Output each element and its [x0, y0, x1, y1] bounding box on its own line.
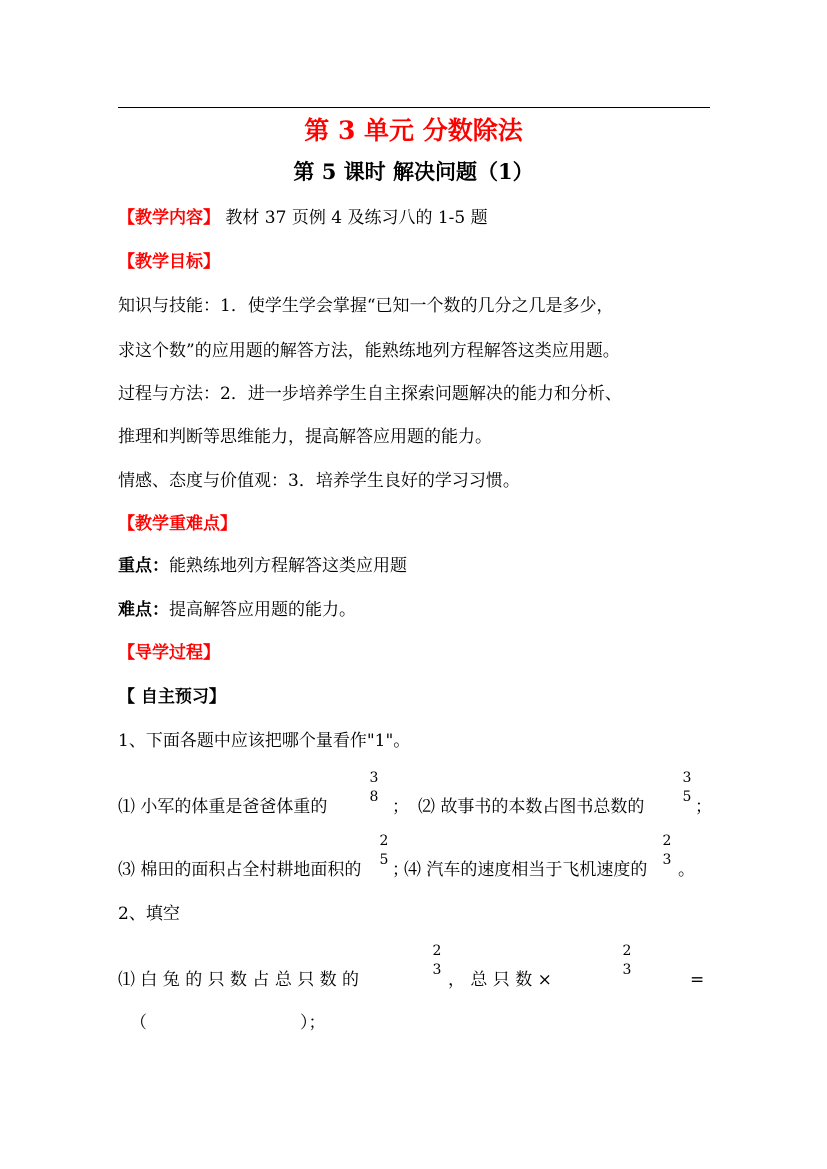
- question-1: 1、下面各题中应该把哪个量看作"1"。: [118, 731, 411, 751]
- fraction-2-3-b: 2 3: [432, 943, 442, 978]
- fraction-2-5: 2 5: [379, 833, 389, 868]
- q1c-text: ⑶ 棉田的面积占全村耕地面积的: [118, 860, 362, 880]
- fraction-3-8: 3 8: [369, 770, 379, 805]
- q2a-equals: =: [690, 970, 705, 990]
- goals-line-2: 求这个数”的应用题的解答方法，能熟练地列方程解答这类应用题。: [118, 341, 620, 361]
- key-point-label: 重点：: [118, 556, 169, 576]
- content-label: 【教学内容】: [118, 208, 220, 228]
- q1c-sep: ；: [392, 860, 409, 880]
- lesson-subtitle: 第 5 课时 解决问题（1）: [293, 159, 534, 184]
- process-label: 【导学过程】: [118, 643, 220, 663]
- fraction-2-3: 2 3: [662, 833, 672, 868]
- key-point-line: [118, 555, 407, 577]
- fraction-3-5: 3 5: [682, 770, 692, 805]
- q1b-text: ⑵ 故事书的本数占图书总数的: [418, 797, 645, 817]
- difficulty-line: [118, 599, 356, 621]
- question-2: 2、填空: [118, 904, 180, 924]
- goals-line-1: 知识与技能：1．使学生学会掌握“已知一个数的几分之几是多少，: [118, 296, 614, 316]
- goals-line-5: 情感、态度与价值观：3．培养学生良好的学习习惯。: [118, 471, 520, 491]
- key-point-text: 能熟练地列方程解答这类应用题: [169, 556, 407, 576]
- fraction-2-3-c: 2 3: [622, 943, 632, 978]
- q2a-text: ⑴ 白 兔 的 只 数 占 总 只 数 的: [118, 970, 360, 990]
- section-self-study: 【 自主预习】: [118, 687, 226, 707]
- difficulty-text: 提高解答应用题的能力。: [169, 600, 356, 620]
- q1a-sep: ；: [392, 797, 409, 817]
- q1d-end: 。: [678, 860, 695, 880]
- difficulty-label: 难点：: [118, 600, 169, 620]
- goals-label: 【教学目标】: [118, 252, 220, 272]
- blank-open: （: [130, 1013, 147, 1033]
- header-rule: [118, 107, 710, 108]
- key-points-label: 【教学重难点】: [118, 514, 237, 534]
- q2a-mid: ， 总 只 数 ×: [448, 970, 552, 990]
- blank-close: ）；: [300, 1013, 326, 1033]
- goals-line-4: 推理和判断等思维能力，提高解答应用题的能力。: [118, 427, 492, 447]
- q1a-text: ⑴ 小军的体重是爸爸体重的: [118, 797, 328, 817]
- goals-line-3: 过程与方法：2．进一步培养学生自主探索问题解决的能力和分析、: [118, 384, 622, 404]
- q1d-text: ⑷ 汽车的速度相当于飞机速度的: [404, 860, 648, 880]
- content-text: 教材 37 页例 4 及练习八的 1-5 题: [220, 208, 488, 228]
- content-line: [118, 207, 488, 229]
- page-title: 第 3 单元 分数除法: [304, 116, 523, 145]
- q1b-end: ；: [695, 797, 712, 817]
